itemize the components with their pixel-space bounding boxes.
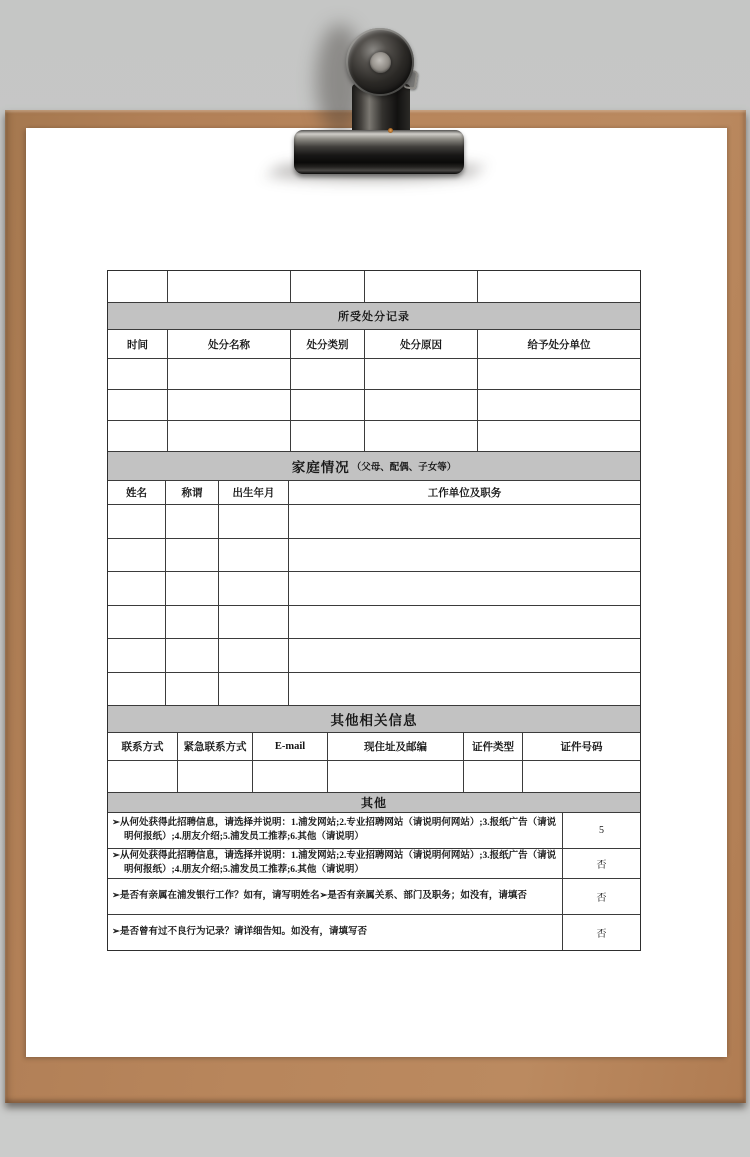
discipline-empty-row <box>108 421 640 452</box>
question-text-4: ➢是否曾有过不良行为记录？请详细告知。如没有，请填写否 <box>112 926 367 937</box>
question-row-3 <box>108 879 640 915</box>
empty-cell <box>289 572 640 606</box>
empty-cell <box>291 271 365 303</box>
empty-cell <box>108 761 178 793</box>
form-paper <box>26 128 727 1057</box>
header-cell-punishment-name: 处分名称 <box>168 330 291 359</box>
empty-cell <box>166 606 219 640</box>
family-empty-row <box>108 505 640 539</box>
empty-cell <box>365 271 478 303</box>
empty-cell <box>523 761 640 793</box>
family-empty-row <box>108 639 640 673</box>
empty-cell <box>219 606 289 640</box>
section-title-other: 其他 <box>108 793 640 813</box>
empty-cell <box>328 761 464 793</box>
header-cell-punishment-unit: 给予处分单位 <box>478 330 640 359</box>
answer-cell-1: 5 <box>563 813 640 849</box>
empty-cell <box>365 421 478 452</box>
section-band-discipline <box>108 303 640 330</box>
question-text-3: ➢是否有亲属在浦发银行工作？如有，请写明姓名➢是否有亲属关系、部门及职务；如没有，请填否 <box>112 890 527 901</box>
header-cell-punishment-type: 处分类别 <box>291 330 365 359</box>
section-title-family <box>108 452 640 481</box>
header-cell-address: 现住址及邮编 <box>328 733 464 761</box>
family-title-text: 家庭情况 <box>291 460 350 475</box>
question-text-1: ➢从何处获得此招聘信息，请选择并说明：1.浦发网站;2.专业招聘网站（请说明何网站）;3.报纸广告（请说明何报纸）;4.朋友介绍;5.浦发员工推荐;6.其他（请说明） <box>112 817 557 842</box>
empty-cell <box>219 505 289 539</box>
header-cell-email: E-mail <box>253 733 328 761</box>
empty-cell <box>166 539 219 573</box>
header-cell-punishment-reason: 处分原因 <box>365 330 478 359</box>
section-band-family <box>108 452 640 481</box>
empty-cell <box>253 761 328 793</box>
question-cell <box>108 813 563 849</box>
empty-cell <box>166 505 219 539</box>
empty-cell <box>291 359 365 390</box>
empty-cell <box>289 606 640 640</box>
empty-cell <box>289 539 640 573</box>
empty-cell <box>219 572 289 606</box>
question-row-1 <box>108 813 640 849</box>
leading-empty-row <box>108 271 640 303</box>
empty-cell <box>219 539 289 573</box>
empty-cell <box>108 390 168 421</box>
header-cell-name: 姓名 <box>108 481 166 505</box>
header-cell-contact: 联系方式 <box>108 733 178 761</box>
empty-cell <box>365 359 478 390</box>
header-cell-time: 时间 <box>108 330 168 359</box>
family-header-row <box>108 481 640 505</box>
empty-cell <box>168 271 291 303</box>
empty-cell <box>108 421 168 452</box>
family-empty-row <box>108 673 640 707</box>
empty-cell <box>166 673 219 707</box>
question-row-2 <box>108 849 640 879</box>
header-cell-id-type: 证件类型 <box>464 733 523 761</box>
application-form-table <box>107 270 641 951</box>
answer-cell-2: 否 <box>563 849 640 879</box>
empty-cell <box>289 639 640 673</box>
empty-cell <box>478 421 640 452</box>
header-cell-id-number: 证件号码 <box>523 733 640 761</box>
empty-cell <box>108 639 166 673</box>
header-cell-emergency-contact: 紧急联系方式 <box>178 733 253 761</box>
section-title-other-info: 其他相关信息 <box>108 706 640 733</box>
empty-cell <box>291 390 365 421</box>
header-cell-birthdate: 出生年月 <box>219 481 289 505</box>
question-cell <box>108 879 563 915</box>
empty-cell <box>365 390 478 421</box>
empty-cell <box>108 359 168 390</box>
empty-cell <box>166 572 219 606</box>
question-text-2: ➢从何处获得此招聘信息，请选择并说明：1.浦发网站;2.专业招聘网站（请说明何网站）;3.报纸广告（请说明何报纸）;4.朋友介绍;5.浦发员工推荐;6.其他（请说明） <box>112 850 557 875</box>
empty-cell <box>219 639 289 673</box>
empty-cell <box>478 271 640 303</box>
empty-cell <box>168 359 291 390</box>
empty-cell <box>289 505 640 539</box>
empty-cell <box>108 539 166 573</box>
empty-cell <box>219 673 289 707</box>
header-cell-workunit: 工作单位及职务 <box>289 481 640 505</box>
empty-cell <box>478 390 640 421</box>
family-empty-row <box>108 606 640 640</box>
empty-cell <box>108 505 166 539</box>
header-cell-relation: 称谓 <box>166 481 219 505</box>
question-cell <box>108 849 563 879</box>
section-title-discipline: 所受处分记录 <box>108 303 640 330</box>
empty-cell <box>168 421 291 452</box>
clip-spring-knob <box>346 28 414 96</box>
other-info-header-row <box>108 733 640 761</box>
empty-cell <box>478 359 640 390</box>
empty-cell <box>166 639 219 673</box>
family-subtitle-text: （父母、配偶、子女等） <box>351 463 457 473</box>
family-empty-row <box>108 539 640 573</box>
discipline-empty-row <box>108 359 640 390</box>
section-band-other-info <box>108 706 640 733</box>
empty-cell <box>168 390 291 421</box>
empty-cell <box>178 761 253 793</box>
other-info-empty-row <box>108 761 640 793</box>
discipline-header-row <box>108 330 640 359</box>
question-row-4 <box>108 915 640 950</box>
question-cell <box>108 915 563 950</box>
answer-cell-3: 否 <box>563 879 640 915</box>
clip-knob-hole <box>370 52 391 73</box>
empty-cell <box>108 271 168 303</box>
family-empty-row <box>108 572 640 606</box>
empty-cell <box>108 606 166 640</box>
empty-cell <box>464 761 523 793</box>
clip-bar <box>294 130 464 174</box>
empty-cell <box>289 673 640 707</box>
empty-cell <box>108 673 166 707</box>
answer-cell-4: 否 <box>596 929 607 940</box>
clip-glint <box>388 128 393 133</box>
empty-cell <box>108 572 166 606</box>
discipline-empty-row <box>108 390 640 421</box>
empty-cell <box>291 421 365 452</box>
section-band-other <box>108 793 640 813</box>
